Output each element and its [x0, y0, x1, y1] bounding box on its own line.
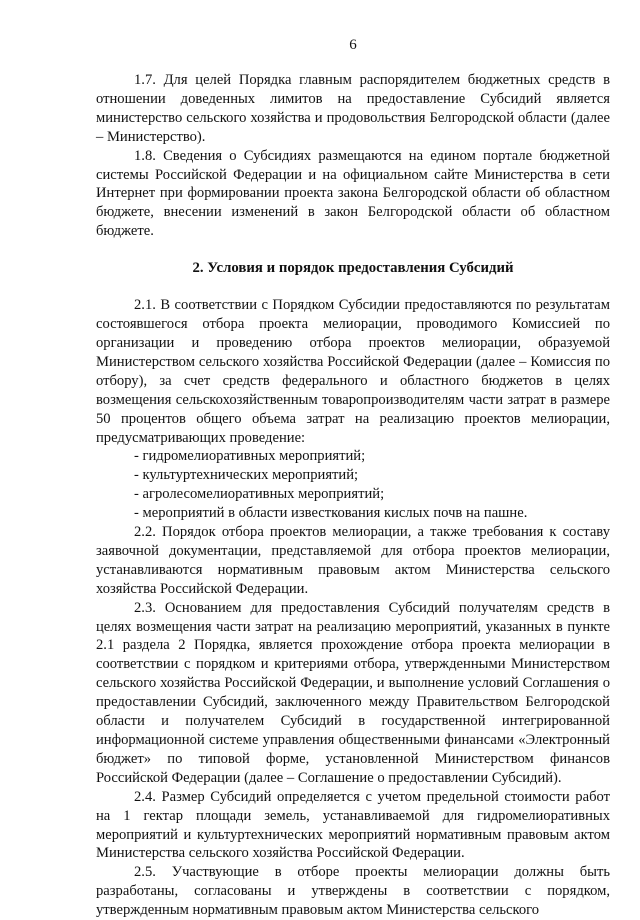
paragraph-2-4: 2.4. Размер Субсидий определяется с учетом предельной стоимости работ на 1 гектар площади земель, устанавливаемой для гидромелиоративных мероприятий и культуртехнических мероприятий нормативным правовым актом Министерства сельского хозяйства Российской Федерации. [96, 788, 610, 862]
measures-list [96, 447, 610, 523]
paragraph-1-8: 1.8. Сведения о Субсидиях размещаются на едином портале бюджетной системы Российской Федерации и на официальном сайте Министерства в сети Интернет при формировании проекта закона Белгородской области об областном бюджете, внесении изменений в закон Белгородской области об областном бюджете. [96, 147, 610, 240]
paragraph-2-5: 2.5. Участвующие в отборе проекты мелиорации должны быть разработаны, согласованы и утверждены в соответствии с порядком, утвержденным нормативным правовым актом Министерства сельского [96, 864, 610, 919]
list-item: - мероприятий в области известкования кислых почв на пашне. [134, 505, 528, 522]
paragraph-2-3: 2.3. Основанием для предоставления Субсидий получателям средств в целях возмещения части затрат на реализацию мероприятий, указанных в пункте 2.1 раздела 2 Порядка, является прохождение отбора проекта мелиорации в соответствии с порядком и критериями отбора, утвержденными Министерством сельского хозяйства Российской Федерации, и выполнение условий Соглашения о предоставлении Субсидий, заключенного между Правительством Белгородской области и получателем Субсидий в государственной интегрированной информационной системе управления общественными финансами «Электронный бюджет» по типовой форме, установленной Министерством финансов Российской Федерации (далее – Соглашение о предоставлении Субсидий). [96, 599, 610, 786]
section-heading: 2. Условия и порядок предоставления Субсидий [192, 260, 514, 277]
paragraphs-top [96, 71, 610, 241]
paragraph-2-2: 2.2. Порядок отбора проектов мелиорации, а также требования к составу заявочной документации, представляемой для отбора проектов мелиорации, устанавливаются нормативным правовым актом Министерства сельского хозяйства Российской Федерации. [96, 524, 610, 597]
paragraph-1-7: 1.7. Для целей Порядка главным распорядителем бюджетных средств в отношении доведенных лимитов на предоставление Субсидий является министерство сельского хозяйства и продовольствия Белгородской области (далее – Министерство). [96, 72, 610, 145]
list-item: - культуртехнических мероприятий; [134, 467, 359, 484]
paragraph-2-1: 2.1. В соответствии с Порядком Субсидии предоставляются по результатам состоявшегося отбора проекта мелиорации, проводимого Комиссией по организации и проведению отбора проектов мелиорации, образуемой Министерством сельского хозяйства Российской Федерации (далее – Комиссия по отбору), за счет средств федерального и областного бюджетов в целях возмещения сельскохозяйственным товаропроизводителям части затрат в размере 50 процентов общего объема затрат на реализацию проектов мелиорации, предусматривающих проведение: [96, 297, 610, 446]
list-item: - агролесомелиоративных мероприятий; [134, 486, 385, 503]
page-number: 6 [349, 37, 357, 53]
section-body [96, 296, 610, 920]
list-item: - гидромелиоративных мероприятий; [134, 448, 366, 465]
